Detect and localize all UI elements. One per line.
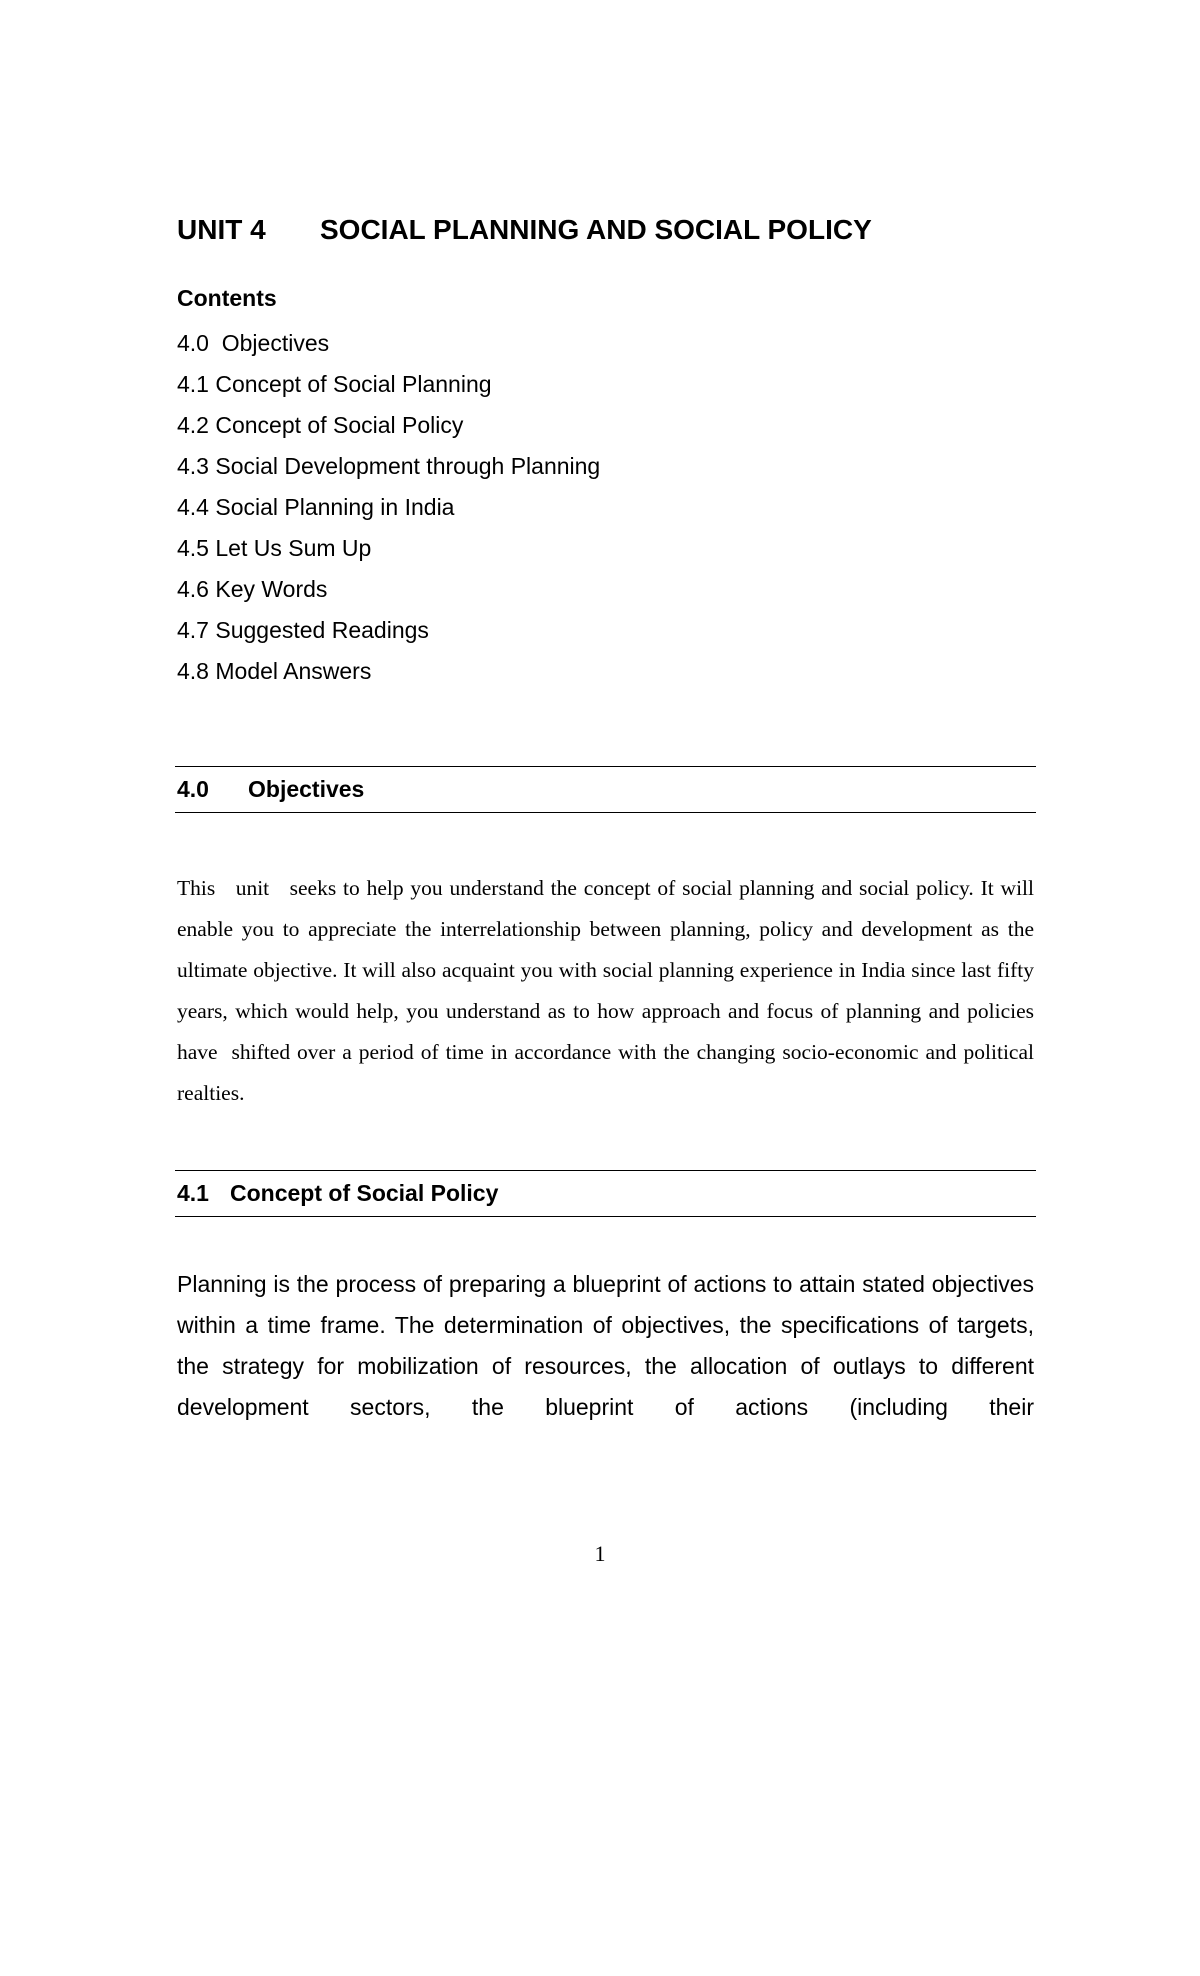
unit-number: UNIT 4 — [177, 214, 266, 245]
section-heading-concept-of-social-policy — [175, 1170, 1036, 1217]
section-number: 4.1 — [177, 1180, 209, 1206]
section-heading-objectives — [175, 766, 1036, 813]
objectives-paragraph: This unit seeks to help you understand the concept of social planning and social policy. It will enable you to appreciate the interrelationship between planning, policy and development as the ultimate objective. It will also acquaint you with social planning experience in India since last fifty years, which would help, you understand as to how approach and focus of planning and policies have shifted over a period of time in accordance with the changing socio-economic and political realties. — [177, 876, 1040, 1105]
toc-item: 4.1 Concept of Social Planning — [177, 371, 492, 397]
section-title: Objectives — [248, 776, 365, 802]
unit-title: SOCIAL PLANNING AND SOCIAL POLICY — [320, 214, 872, 245]
toc-item: 4.0 Objectives — [177, 330, 330, 356]
page-number: 1 — [594, 1541, 606, 1566]
unit-heading — [177, 213, 872, 247]
concept-paragraph: Planning is the process of preparing a blueprint of actions to attain stated objectives within a time frame. The determination of objectives, the specifications of targets, the strategy for mobilization of resources, the allocation of outlays to different development sectors, the blueprint of actions (including their — [177, 1271, 1034, 1420]
section-title: Concept of Social Policy — [230, 1180, 499, 1206]
section-number: 4.0 — [177, 776, 209, 802]
toc-item: 4.5 Let Us Sum Up — [177, 535, 372, 561]
toc-item: 4.3 Social Development through Planning — [177, 453, 601, 479]
contents-label: Contents — [177, 285, 277, 311]
toc-item: 4.8 Model Answers — [177, 658, 372, 684]
toc-item: 4.4 Social Planning in India — [177, 494, 455, 520]
toc-item: 4.2 Concept of Social Policy — [177, 412, 464, 438]
table-of-contents — [177, 328, 600, 697]
toc-item: 4.7 Suggested Readings — [177, 617, 429, 643]
toc-item: 4.6 Key Words — [177, 576, 328, 602]
